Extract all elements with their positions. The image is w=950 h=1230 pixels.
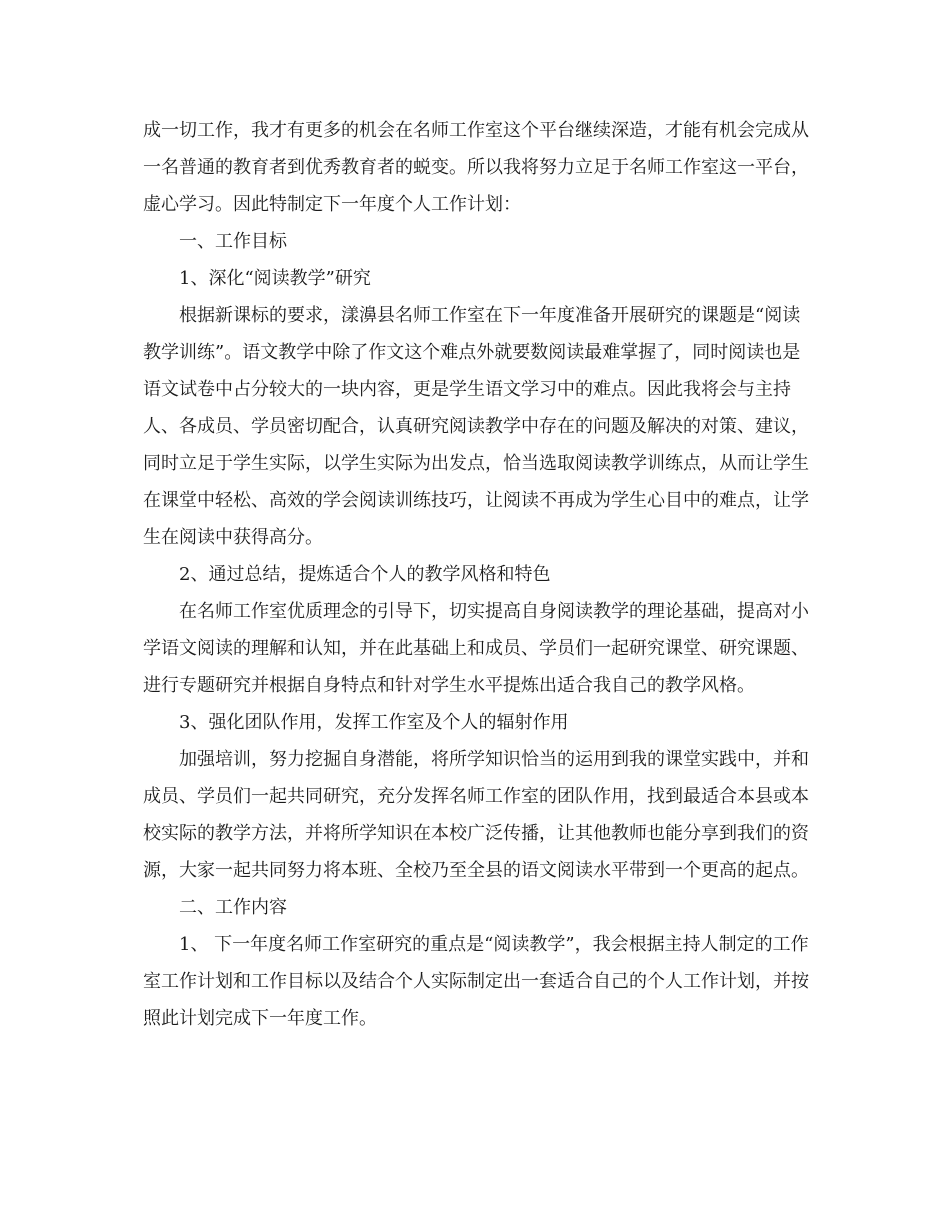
goal-1-paragraph: 根据新课标的要求，漾濞县名师工作室在下一年度准备开展研究的课题是“阅读教学训练”。语文教学中除了作文这个难点外就要数阅读最难掌握了，同时阅读也是语文试卷中占分较大的一块内容，更是学生语文学习中的难点。因此我将会与主持人、各成员、学员密切配合，认真研究阅读教学中存在的问题及解决的对策、建议，同时立足于学生实际，以学生实际为出发点，恰当选取阅读教学训练点，从而让学生在课堂中轻松、高效的学会阅读训练技巧，让阅读不再成为学生心目中的难点，让学生在阅读中获得高分。 bbox=[143, 305, 809, 548]
subheading-goal-1: 1、深化“阅读教学”研究 bbox=[179, 268, 371, 289]
document-body bbox=[143, 112, 815, 1037]
subheading-goal-2: 2、通过总结，提炼适合个人的教学风格和特色 bbox=[179, 564, 551, 585]
subheading-goal-3: 3、强化团队作用，发挥工作室及个人的辐射作用 bbox=[179, 712, 569, 733]
content-1-paragraph: 1、 下一年度名师工作室研究的重点是“阅读教学”，我会根据主持人制定的工作室工作计划和工作目标以及结合个人实际制定出一套适合自己的个人工作计划，并按照此计划完成下一年度工作。 bbox=[143, 934, 809, 1029]
section-heading-work-content: 二、工作内容 bbox=[179, 897, 287, 918]
continuation-paragraph: 成一切工作，我才有更多的机会在名师工作室这个平台继续深造，才能有机会完成从一名普通的教育者到优秀教育者的蜕变。所以我将努力立足于名师工作室这一平台，虚心学习。因此特制定下一年度个人工作计划： bbox=[143, 120, 809, 215]
goal-2-paragraph: 在名师工作室优质理念的引导下，切实提高自身阅读教学的理论基础，提高对小学语文阅读的理解和认知，并在此基础上和成员、学员们一起研究课堂、研究课题、进行专题研究并根据自身特点和针对学生水平提炼出适合我自己的教学风格。 bbox=[143, 601, 809, 696]
goal-3-paragraph: 加强培训，努力挖掘自身潜能，将所学知识恰当的运用到我的课堂实践中，并和成员、学员们一起共同研究，充分发挥名师工作室的团队作用，找到最适合本县或本校实际的教学方法，并将所学知识在本校广泛传播，让其他教师也能分享到我们的资源，大家一起共同努力将本班、全校乃至全县的语文阅读水平带到一个更高的起点。 bbox=[143, 749, 809, 881]
section-heading-work-goals: 一、工作目标 bbox=[179, 231, 287, 252]
